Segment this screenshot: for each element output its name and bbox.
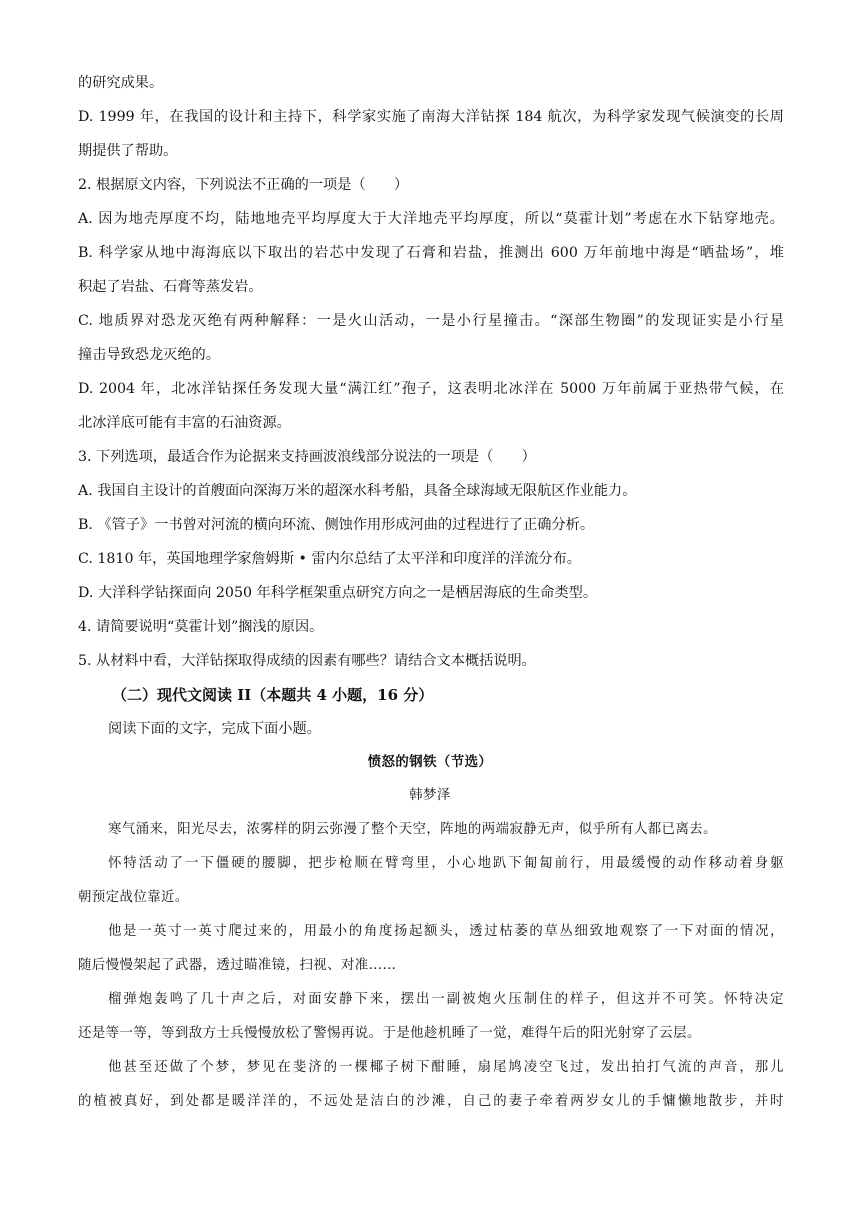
section-heading: （二）现代文阅读 II（本题共 4 小题，16 分） [112,686,434,704]
paragraph-line: 寒气涌来，阳光尽去，浓雾样的阴云弥漫了整个天空，阵地的两端寂静无声，似乎所有人都已离去。 [108,822,717,837]
text-line: 撞击导致恐龙灭绝的。 [78,347,220,363]
question-2: 2. 根据原文内容，下列说法不正确的一项是（ ） [78,177,409,193]
text-line: 北冰洋底可能有丰富的石油资源。 [78,415,291,431]
text-line: 积起了岩盐、石膏等蒸发岩。 [78,279,263,295]
option-b-line: B. 科学家从地中海海底以下取出的岩芯中发现了石膏和岩盐，推测出 600 万年前地中海是“晒盐场”，堆 [78,245,784,261]
option-d-line: D. 1999 年，在我国的设计和主持下，科学家实施了南海大洋钻探 184 航次，为科学家发现气候演变的长周 [78,109,784,125]
paragraph-line: 朝预定战位靠近。 [78,890,189,905]
option-c-line: C. 地质界对恐龙灭绝有两种解释：一是火山活动，一是小行星撞击。“深部生物圈”的发现证实是小行星 [78,313,784,329]
option-b-line: B. 《管子》一书曾对河流的横向环流、侧蚀作用形成河曲的过程进行了正确分析。 [78,517,595,533]
paragraph-line: 榴弹炮轰鸣了几十声之后，对面安静下来，摆出一副被炮火压制住的样子，但这并不可笑。怀特决定 [108,992,784,1007]
paragraph-line: 他甚至还做了个梦，梦见在斐济的一棵椰子树下酣睡，扇尾鸠凌空飞过，发出拍打气流的声音，那儿 [108,1060,784,1075]
paragraph-line: 随后慢慢架起了武器，透过瞄准镜，扫视、对准…… [78,958,397,973]
question-3: 3. 下列选项，最适合作为论据来支持画波浪线部分说法的一项是（ ） [78,449,536,465]
story-author: 韩梦泽 [409,788,451,803]
story-title: 愤怒的钢铁（节选） [367,754,493,770]
paragraph-line: 他是一英寸一英寸爬过来的，用最小的角度扬起额头，透过枯萎的草丛细致地观察了一下对面的情况， [108,924,784,939]
option-a-line: A. 因为地壳厚度不均，陆地地壳平均厚度大于大洋地壳平均厚度，所以“莫霍计划”考虑在水下钻穿地壳。 [78,211,784,227]
option-a-line: A. 我国自主设计的首艘面向深海万米的超深水科考船，具备全球海域无限航区作业能力。 [78,483,637,499]
text-line: 期提供了帮助。 [78,143,178,159]
option-c-line: C. 1810 年，英国地理学家詹姆斯 • 雷内尔总结了太平洋和印度洋的洋流分布。 [78,551,581,567]
paragraph-line: 的植被真好，到处都是暖洋洋的，不远处是洁白的沙滩，自己的妻子牵着两岁女儿的手慵懒地散步，并时 [78,1094,784,1109]
question-4: 4. 请简要说明“莫霍计划”搁浅的原因。 [78,619,324,635]
option-d-line: D. 2004 年，北冰洋钻探任务发现大量“满江红”孢子，这表明北冰洋在 5000 万年前属于亚热带气候，在 [78,381,784,397]
instruction-text: 阅读下面的文字，完成下面小题。 [108,721,321,737]
text-line: 的研究成果。 [78,75,164,91]
option-d-line: D. 大洋科学钻探面向 2050 年科学框架重点研究方向之一是栖居海底的生命类型。 [78,585,598,601]
question-5: 5. 从材料中看，大洋钻探取得成绩的因素有哪些？请结合文本概括说明。 [78,653,536,669]
paragraph-line: 怀特活动了一下僵硬的腰脚，把步枪顺在臂弯里，小心地趴下匍匐前行，用最缓慢的动作移动着身躯 [108,856,784,871]
paragraph-line: 还是等一等，等到敌方士兵慢慢放松了警惕再说。于是他趁机睡了一觉，难得午后的阳光射穿了云层。 [78,1026,701,1041]
